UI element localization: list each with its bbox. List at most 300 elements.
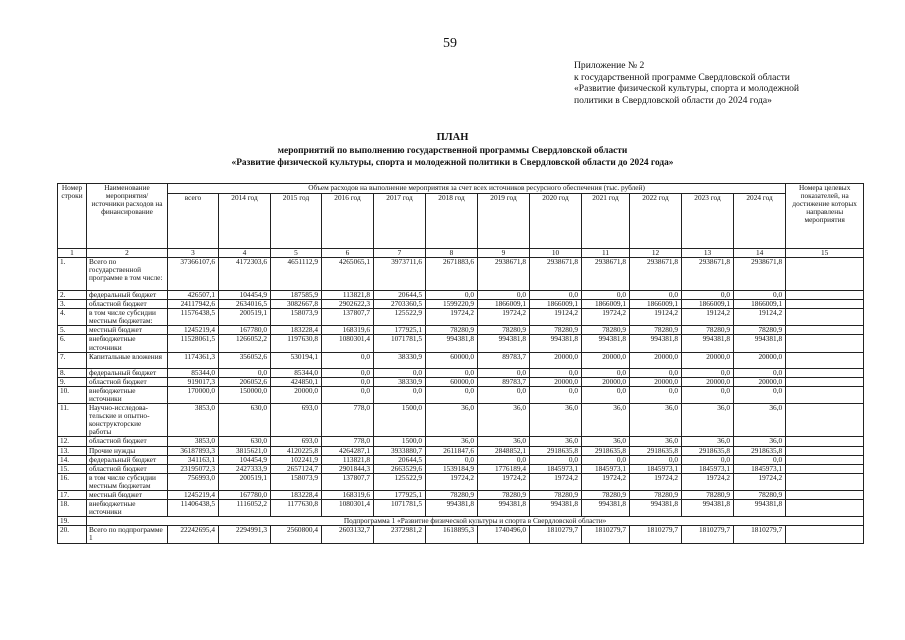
- row-name: в том числе субсидии местным бюджетам:: [87, 309, 168, 326]
- cell-value: 60000,0: [426, 377, 478, 386]
- cell-value: 1500,0: [374, 437, 426, 446]
- header-year: 2015 год: [271, 194, 322, 249]
- cell-value: 19124,2: [530, 309, 582, 326]
- row-name: в том числе субсидии местным бюджетам: [87, 473, 168, 490]
- cell-value: 994381,8: [478, 500, 530, 517]
- plan-table: [57, 183, 864, 544]
- cell-value: 2427333,9: [219, 464, 271, 473]
- cell-value: 168319,6: [322, 490, 374, 499]
- cell-value: 104454,9: [219, 455, 271, 464]
- column-index: 2: [87, 249, 168, 258]
- cell-value: 0,0: [478, 386, 530, 403]
- cell-value: 183228,4: [271, 326, 322, 335]
- column-index: 12: [630, 249, 682, 258]
- cell-value: 1266052,2: [219, 335, 271, 352]
- cell-value: 0,0: [582, 368, 630, 377]
- cell-value: 200519,1: [219, 309, 271, 326]
- cell-value: 168319,6: [322, 326, 374, 335]
- cell-value: 1845973,1: [734, 464, 786, 473]
- header-indicators: Номера целевых показателей, на достижение которых направлены мероприятия: [786, 184, 864, 249]
- cell-value: 20000,0: [630, 352, 682, 368]
- row-name: областной бюджет: [87, 464, 168, 473]
- cell-value: 2372981,2: [374, 526, 426, 544]
- cell-value: 4264287,1: [322, 446, 374, 455]
- cell-value: 36,0: [682, 437, 734, 446]
- cell-value: 20000,0: [734, 352, 786, 368]
- row-number: 1.: [58, 258, 87, 291]
- row-indicators: [786, 258, 864, 291]
- row-indicators: [786, 464, 864, 473]
- row-number: 4.: [58, 309, 87, 326]
- cell-value: 78280,9: [734, 326, 786, 335]
- cell-value: 36,0: [426, 437, 478, 446]
- cell-value: 206052,6: [219, 377, 271, 386]
- header-year: 2014 год: [219, 194, 271, 249]
- cell-value: 20000,0: [530, 377, 582, 386]
- cell-value: 125522,9: [374, 309, 426, 326]
- cell-value: 919017,3: [168, 377, 219, 386]
- cell-value: 1866009,1: [682, 300, 734, 309]
- cell-value: 20000,0: [682, 352, 734, 368]
- row-name: федеральный бюджет: [87, 291, 168, 300]
- cell-value: 20000,0: [271, 386, 322, 403]
- cell-value: 89783,7: [478, 352, 530, 368]
- cell-value: 0,0: [530, 455, 582, 464]
- cell-value: 1539184,9: [426, 464, 478, 473]
- cell-value: 19724,2: [734, 473, 786, 490]
- cell-value: 1810279,7: [682, 526, 734, 544]
- cell-value: 36,0: [478, 404, 530, 437]
- appendix-note: [574, 60, 874, 106]
- cell-value: 0,0: [682, 291, 734, 300]
- cell-value: 1197630,8: [271, 335, 322, 352]
- cell-value: 0,0: [630, 368, 682, 377]
- table-row: [58, 386, 864, 403]
- cell-value: 23195072,3: [168, 464, 219, 473]
- plan-title: ПЛАН: [436, 132, 469, 143]
- header-year: всего: [168, 194, 219, 249]
- cell-value: 2671883,6: [426, 258, 478, 291]
- cell-value: 1810279,7: [630, 526, 682, 544]
- cell-value: 0,0: [426, 368, 478, 377]
- cell-value: 20000,0: [682, 377, 734, 386]
- column-index: 5: [271, 249, 322, 258]
- column-index: 14: [734, 249, 786, 258]
- column-index: 7: [374, 249, 426, 258]
- cell-value: 19724,2: [582, 473, 630, 490]
- cell-value: 1845973,1: [682, 464, 734, 473]
- column-index: 10: [530, 249, 582, 258]
- cell-value: 1174361,3: [168, 352, 219, 368]
- table-row: [58, 500, 864, 517]
- cell-value: 19724,2: [582, 309, 630, 326]
- cell-value: 1740496,0: [478, 526, 530, 544]
- cell-value: 1866009,1: [478, 300, 530, 309]
- cell-value: 1810279,7: [734, 526, 786, 544]
- cell-value: 0,0: [630, 291, 682, 300]
- cell-value: 78280,9: [530, 490, 582, 499]
- cell-value: 158073,9: [271, 309, 322, 326]
- cell-value: 424850,1: [271, 377, 322, 386]
- row-name: федеральный бюджет: [87, 368, 168, 377]
- row-name: Научно-исследова-тельские и опытно-конструкторские работы: [87, 404, 168, 437]
- cell-value: 113821,8: [322, 291, 374, 300]
- row-name: областной бюджет: [87, 377, 168, 386]
- header-years-row: [58, 194, 864, 249]
- cell-value: 994381,8: [630, 335, 682, 352]
- appendix-line: политики в Свердловской области до 2024 года»: [574, 94, 772, 106]
- plan-subtitle: «Развитие физической культуры, спорта и молодежной политики в Свердловской области до 2024 года»: [231, 158, 674, 168]
- row-number: 14.: [58, 455, 87, 464]
- cell-value: 4265065,1: [322, 258, 374, 291]
- cell-value: 20000,0: [630, 377, 682, 386]
- cell-value: 1866009,1: [582, 300, 630, 309]
- cell-value: 693,0: [271, 437, 322, 446]
- row-indicators: [786, 309, 864, 326]
- cell-value: 2938671,8: [582, 258, 630, 291]
- column-index: 3: [168, 249, 219, 258]
- cell-value: 994381,8: [630, 500, 682, 517]
- cell-value: 0,0: [374, 368, 426, 377]
- cell-value: 2901844,3: [322, 464, 374, 473]
- header-year: 2016 год: [322, 194, 374, 249]
- row-number: 10.: [58, 386, 87, 403]
- cell-value: 994381,8: [682, 500, 734, 517]
- row-name: Всего по государственной программе в том числе:: [87, 258, 168, 291]
- cell-value: 2918635,8: [582, 446, 630, 455]
- row-number: 19.: [58, 517, 87, 526]
- cell-value: 78280,9: [478, 490, 530, 499]
- row-number: 17.: [58, 490, 87, 499]
- row-name: Капитальные вложения: [87, 352, 168, 368]
- table-row: [58, 258, 864, 291]
- cell-value: 2902622,3: [322, 300, 374, 309]
- cell-value: 11576438,5: [168, 309, 219, 326]
- column-index: 1: [58, 249, 87, 258]
- table-row: [58, 291, 864, 300]
- cell-value: 102241,9: [271, 455, 322, 464]
- cell-value: 2657124,7: [271, 464, 322, 473]
- cell-value: 36,0: [426, 404, 478, 437]
- cell-value: 183228,4: [271, 490, 322, 499]
- cell-value: 0,0: [322, 377, 374, 386]
- cell-value: 19124,2: [630, 309, 682, 326]
- table-row: [58, 335, 864, 352]
- cell-value: 22242695,4: [168, 526, 219, 544]
- row-name: Прочие нужды: [87, 446, 168, 455]
- cell-value: 78280,9: [478, 326, 530, 335]
- cell-value: 104454,9: [219, 291, 271, 300]
- cell-value: 36,0: [734, 437, 786, 446]
- cell-value: 2611847,6: [426, 446, 478, 455]
- row-name: областной бюджет: [87, 300, 168, 309]
- cell-value: 37366107,6: [168, 258, 219, 291]
- cell-value: 36,0: [582, 437, 630, 446]
- cell-value: 36,0: [734, 404, 786, 437]
- row-number: 8.: [58, 368, 87, 377]
- cell-value: 1866009,1: [530, 300, 582, 309]
- row-number: 7.: [58, 352, 87, 368]
- cell-value: 0,0: [374, 386, 426, 403]
- table-row: [58, 464, 864, 473]
- cell-value: 2938671,8: [478, 258, 530, 291]
- cell-value: 78280,9: [530, 326, 582, 335]
- cell-value: 36,0: [630, 404, 682, 437]
- cell-value: 36,0: [478, 437, 530, 446]
- cell-value: 158073,9: [271, 473, 322, 490]
- row-indicators: [786, 368, 864, 377]
- cell-value: 78280,9: [734, 490, 786, 499]
- row-number: 6.: [58, 335, 87, 352]
- cell-value: 36,0: [530, 404, 582, 437]
- cell-value: 36187893,3: [168, 446, 219, 455]
- cell-value: 341163,1: [168, 455, 219, 464]
- column-index: 11: [582, 249, 630, 258]
- cell-value: 1810279,7: [582, 526, 630, 544]
- cell-value: 20000,0: [582, 352, 630, 368]
- row-number: 5.: [58, 326, 87, 335]
- appendix-line: «Развитие физической культуры, спорта и молодежной: [574, 83, 800, 95]
- table-row: [58, 300, 864, 309]
- cell-value: 19724,2: [682, 473, 734, 490]
- cell-value: 778,0: [322, 437, 374, 446]
- cell-value: 2938671,8: [630, 258, 682, 291]
- cell-value: 994381,8: [530, 500, 582, 517]
- header-year: 2018 год: [426, 194, 478, 249]
- row-indicators: [786, 500, 864, 517]
- column-index: 8: [426, 249, 478, 258]
- cell-value: 0,0: [734, 455, 786, 464]
- cell-value: 994381,8: [478, 335, 530, 352]
- cell-value: 3933880,7: [374, 446, 426, 455]
- cell-value: 4172303,6: [219, 258, 271, 291]
- cell-value: 0,0: [530, 291, 582, 300]
- cell-value: 0,0: [582, 455, 630, 464]
- table-row: [58, 455, 864, 464]
- column-index: 13: [682, 249, 734, 258]
- row-name: местный бюджет: [87, 490, 168, 499]
- cell-value: 85344,0: [271, 368, 322, 377]
- column-index: 15: [786, 249, 864, 258]
- cell-value: 630,0: [219, 437, 271, 446]
- table-row: [58, 368, 864, 377]
- subprogram-row: [58, 517, 864, 526]
- row-indicators: [786, 526, 864, 544]
- row-number: 2.: [58, 291, 87, 300]
- cell-value: 4120225,8: [271, 446, 322, 455]
- column-index: 9: [478, 249, 530, 258]
- row-number: 16.: [58, 473, 87, 490]
- cell-value: 11528061,5: [168, 335, 219, 352]
- cell-value: 11406438,5: [168, 500, 219, 517]
- cell-value: 167780,0: [219, 490, 271, 499]
- cell-value: 1080301,4: [322, 335, 374, 352]
- cell-value: 36,0: [530, 437, 582, 446]
- cell-value: 0,0: [426, 386, 478, 403]
- header-row: [58, 184, 864, 194]
- cell-value: 994381,8: [734, 500, 786, 517]
- cell-value: 3815621,0: [219, 446, 271, 455]
- row-name: местный бюджет: [87, 326, 168, 335]
- cell-value: 19724,2: [530, 473, 582, 490]
- cell-value: 113821,8: [322, 455, 374, 464]
- cell-value: 19724,2: [630, 473, 682, 490]
- cell-value: 0,0: [682, 368, 734, 377]
- cell-value: 3853,0: [168, 437, 219, 446]
- row-number: 13.: [58, 446, 87, 455]
- cell-value: 3853,0: [168, 404, 219, 437]
- cell-value: 78280,9: [630, 490, 682, 499]
- row-number: 9.: [58, 377, 87, 386]
- plan-subtitle: мероприятий по выполнению государственной программы Свердловской области: [277, 146, 628, 156]
- row-indicators: [786, 490, 864, 499]
- cell-value: 19724,2: [426, 473, 478, 490]
- cell-value: 2938671,8: [734, 258, 786, 291]
- row-number: 15.: [58, 464, 87, 473]
- cell-value: 0,0: [219, 368, 271, 377]
- cell-value: 2634016,5: [219, 300, 271, 309]
- plan-table-body: [58, 258, 864, 544]
- cell-value: 4651112,9: [271, 258, 322, 291]
- cell-value: 2918635,8: [630, 446, 682, 455]
- cell-value: 1071781,5: [374, 335, 426, 352]
- cell-value: 2663529,6: [374, 464, 426, 473]
- cell-value: 177925,1: [374, 326, 426, 335]
- cell-value: 0,0: [322, 368, 374, 377]
- cell-value: 2918635,8: [682, 446, 734, 455]
- cell-value: 994381,8: [582, 500, 630, 517]
- cell-value: 20644,5: [374, 455, 426, 464]
- row-indicators: [786, 291, 864, 300]
- cell-value: 2848852,1: [478, 446, 530, 455]
- cell-value: 89783,7: [478, 377, 530, 386]
- cell-value: 19724,2: [426, 309, 478, 326]
- cell-value: 1177630,8: [271, 500, 322, 517]
- row-indicators: [786, 352, 864, 368]
- cell-value: 994381,8: [582, 335, 630, 352]
- cell-value: 0,0: [426, 455, 478, 464]
- header-name: Наименование мероприятия/ источники расходов на финансирование: [87, 184, 168, 249]
- cell-value: 994381,8: [426, 335, 478, 352]
- cell-value: 125522,9: [374, 473, 426, 490]
- table-row: [58, 404, 864, 437]
- cell-value: 0,0: [734, 291, 786, 300]
- row-name: внебюджетные источники: [87, 386, 168, 403]
- cell-value: 60000,0: [426, 352, 478, 368]
- cell-value: 19124,2: [734, 309, 786, 326]
- cell-value: 0,0: [734, 386, 786, 403]
- cell-value: 2938671,8: [530, 258, 582, 291]
- cell-value: 78280,9: [426, 326, 478, 335]
- cell-value: 1500,0: [374, 404, 426, 437]
- cell-value: 78280,9: [630, 326, 682, 335]
- cell-value: 2560800,4: [271, 526, 322, 544]
- cell-value: 994381,8: [426, 500, 478, 517]
- cell-value: 1080301,4: [322, 500, 374, 517]
- cell-value: 0,0: [582, 386, 630, 403]
- row-indicators: [786, 473, 864, 490]
- header-year: 2023 год: [682, 194, 734, 249]
- cell-value: 2918635,8: [530, 446, 582, 455]
- appendix-line: к государственной программе Свердловской области: [574, 71, 790, 83]
- row-indicators: [786, 326, 864, 335]
- table-row: [58, 473, 864, 490]
- cell-value: 530194,1: [271, 352, 322, 368]
- column-index: 6: [322, 249, 374, 258]
- cell-value: 137807,7: [322, 473, 374, 490]
- appendix-line: Приложение № 2: [574, 60, 645, 71]
- cell-value: 78280,9: [582, 326, 630, 335]
- row-indicators: [786, 300, 864, 309]
- cell-value: 1866009,1: [734, 300, 786, 309]
- row-number: 12.: [58, 437, 87, 446]
- column-index: 4: [219, 249, 271, 258]
- table-row: [58, 377, 864, 386]
- cell-value: 426507,1: [168, 291, 219, 300]
- cell-value: 20000,0: [734, 377, 786, 386]
- column-index-row: [58, 249, 864, 258]
- row-name: внебюджетные источники: [87, 335, 168, 352]
- cell-value: 200519,1: [219, 473, 271, 490]
- cell-value: 24117942,6: [168, 300, 219, 309]
- table-row: [58, 526, 864, 544]
- cell-value: 994381,8: [682, 335, 734, 352]
- cell-value: 187585,9: [271, 291, 322, 300]
- cell-value: 0,0: [630, 455, 682, 464]
- cell-value: 36,0: [682, 404, 734, 437]
- header-year: 2017 год: [374, 194, 426, 249]
- row-name: внебюджетные источники: [87, 500, 168, 517]
- header-year: 2022 год: [630, 194, 682, 249]
- cell-value: 3082667,8: [271, 300, 322, 309]
- cell-value: 1845973,1: [530, 464, 582, 473]
- cell-value: 1776189,4: [478, 464, 530, 473]
- cell-value: 1071781,5: [374, 500, 426, 517]
- row-name: Всего по подпрограмме 1: [87, 526, 168, 544]
- cell-value: 36,0: [582, 404, 630, 437]
- cell-value: 0,0: [530, 368, 582, 377]
- table-row: [58, 446, 864, 455]
- cell-value: 2294991,3: [219, 526, 271, 544]
- header-volume: Объем расходов на выполнение мероприятия за счет всех источников ресурсного обеспечения (тыс. рублей): [168, 184, 786, 194]
- cell-value: 2918635,8: [734, 446, 786, 455]
- row-indicators: [786, 455, 864, 464]
- cell-value: 1116052,2: [219, 500, 271, 517]
- cell-value: 778,0: [322, 404, 374, 437]
- cell-value: 177925,1: [374, 490, 426, 499]
- cell-value: 20000,0: [530, 352, 582, 368]
- cell-value: 38330,9: [374, 352, 426, 368]
- cell-value: 78280,9: [682, 326, 734, 335]
- cell-value: 1845973,1: [630, 464, 682, 473]
- cell-value: 693,0: [271, 404, 322, 437]
- cell-value: 20000,0: [582, 377, 630, 386]
- cell-value: 1599220,9: [426, 300, 478, 309]
- cell-value: 3973711,6: [374, 258, 426, 291]
- cell-value: 1845973,1: [582, 464, 630, 473]
- row-indicators: [786, 386, 864, 403]
- cell-value: 756993,0: [168, 473, 219, 490]
- table-row: [58, 352, 864, 368]
- cell-value: 0,0: [734, 368, 786, 377]
- cell-value: 0,0: [630, 386, 682, 403]
- row-indicators: [786, 377, 864, 386]
- cell-value: 20644,5: [374, 291, 426, 300]
- cell-value: 0,0: [322, 352, 374, 368]
- header-year: 2021 год: [582, 194, 630, 249]
- page-number: 59: [443, 36, 457, 51]
- cell-value: 0,0: [582, 291, 630, 300]
